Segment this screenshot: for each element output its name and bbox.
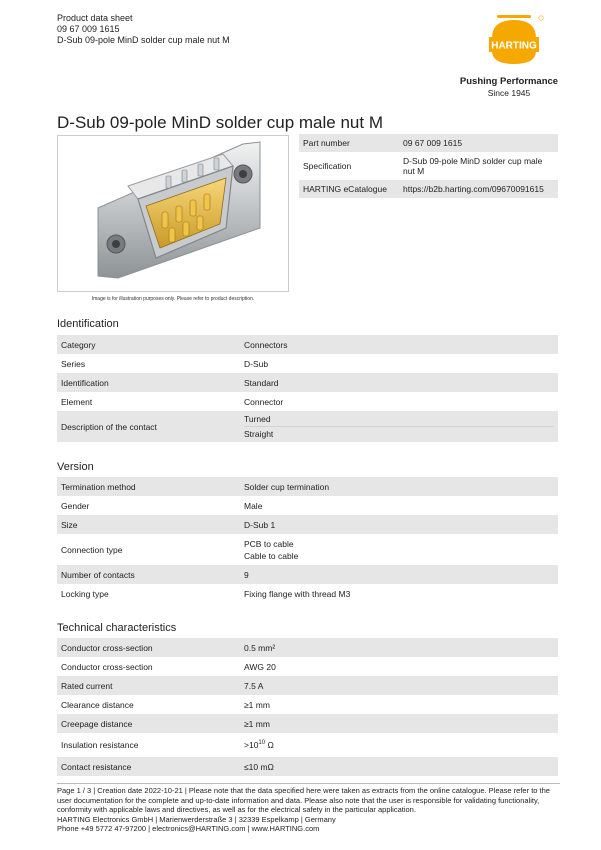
version-table xyxy=(57,477,558,603)
harting-logo xyxy=(483,14,545,66)
header-product-name: D-Sub 09-pole MinD solder cup male nut M xyxy=(57,35,230,45)
row-key: Element xyxy=(61,396,93,407)
row-key: Number of contacts xyxy=(57,565,240,584)
row-value: ≥1 mm xyxy=(244,699,270,710)
technical-table xyxy=(57,638,558,776)
row-key: Conductor cross-section xyxy=(57,638,240,657)
table-row xyxy=(57,676,558,695)
section-title-technical: Technical characteristics xyxy=(57,622,177,634)
footer-disclaimer: Page 1 / 3 | Creation date 2022-10-21 | Please note that the data specified here were taken as extracts from the online catalogue. Please refer to the user documentation for the complete and up-to-date information and data. Please also note that the user is responsible for validating functionality, conformity with applicable laws and directives, as well as for the electrical safety in the particular application. xyxy=(57,786,550,815)
summary-value: 09 67 009 1615 xyxy=(399,134,558,152)
row-value-line: Straight xyxy=(244,426,554,440)
row-key: Contact resistance xyxy=(57,757,240,776)
table-row xyxy=(57,411,558,442)
row-value: Standard xyxy=(240,373,558,392)
row-value: Fixing flange with thread M3 xyxy=(244,588,351,599)
d-sub-connector-picture xyxy=(58,136,288,291)
row-value: Solder cup termination xyxy=(240,477,558,496)
table-row xyxy=(57,757,558,776)
row-key: Conductor cross-section xyxy=(61,661,153,672)
row-value-line: Turned xyxy=(244,414,271,424)
document-header xyxy=(57,13,230,46)
table-row xyxy=(57,373,558,392)
row-value: ≥1 mm xyxy=(240,714,558,733)
image-caption: Image is for illustration purposes only. Please refer to product description. xyxy=(91,296,255,302)
table-row xyxy=(57,534,558,565)
header-part-number: 09 67 009 1615 xyxy=(57,24,120,34)
row-value-line: Cable to cable xyxy=(244,550,299,561)
table-row xyxy=(57,515,558,534)
row-key: Description of the contact xyxy=(57,411,240,442)
table-row xyxy=(57,354,558,373)
row-key: Identification xyxy=(57,373,240,392)
section-title-version: Version xyxy=(57,461,94,473)
row-key: Insulation resistance xyxy=(61,740,139,750)
row-value: Male xyxy=(244,500,263,511)
value-unit: Ω xyxy=(265,740,274,750)
row-value: Connectors xyxy=(240,335,558,354)
summary-table xyxy=(299,134,558,198)
ecatalogue-link[interactable]: https://b2b.harting.com/09670091615 xyxy=(399,180,558,198)
row-value: Connector xyxy=(244,396,284,407)
table-row xyxy=(57,496,558,515)
section-title-identification: Identification xyxy=(57,318,119,330)
row-key: Creepage distance xyxy=(57,714,240,733)
summary-key: HARTING eCatalogue xyxy=(299,180,399,198)
row-value: D-Sub xyxy=(244,358,269,369)
row-key: Connection type xyxy=(61,544,123,555)
summary-key: Part number xyxy=(299,134,399,152)
table-row xyxy=(57,657,558,676)
row-value-multi xyxy=(240,534,558,565)
row-key: Locking type xyxy=(61,588,109,599)
product-image xyxy=(57,135,289,292)
row-value: 9 xyxy=(240,565,558,584)
row-value-line: PCB to cable xyxy=(244,538,294,549)
table-row xyxy=(57,392,558,411)
value-base: >10 xyxy=(244,740,259,750)
footer-contact: Phone +49 5772 47-97200 | electronics@HARTING.com | www.HARTING.com xyxy=(57,824,320,834)
table-row xyxy=(57,477,558,496)
footer-address: HARTING Electronics GmbH | Marienwerderstraße 3 | 32339 Espelkamp | Germany xyxy=(57,814,336,824)
summary-row xyxy=(299,152,558,180)
identification-table xyxy=(57,335,558,442)
row-value: D-Sub 1 xyxy=(240,515,558,534)
value-exponent: 10 xyxy=(258,740,266,747)
row-key: Series xyxy=(61,358,86,369)
page-footer xyxy=(57,783,560,834)
summary-row xyxy=(299,180,558,198)
table-row xyxy=(57,565,558,584)
row-key: Termination method xyxy=(57,477,240,496)
row-key: Gender xyxy=(61,500,90,511)
summary-key: Specification xyxy=(303,161,352,171)
row-value: 7.5 A xyxy=(240,676,558,695)
row-value: ≤10 mΩ xyxy=(240,757,558,776)
brand-since: Since 1945 xyxy=(487,88,531,98)
row-key: Rated current xyxy=(57,676,240,695)
table-row xyxy=(57,695,558,714)
table-row xyxy=(57,584,558,603)
table-row xyxy=(57,335,558,354)
row-key: Clearance distance xyxy=(61,699,134,710)
row-key: Size xyxy=(57,515,240,534)
doc-type: Product data sheet xyxy=(57,13,133,23)
row-value xyxy=(240,733,558,757)
page-title: D-Sub 09-pole MinD solder cup male nut M xyxy=(57,113,383,132)
table-row xyxy=(57,638,558,657)
table-row xyxy=(57,733,558,757)
row-value-multi xyxy=(240,411,558,442)
row-key: Category xyxy=(57,335,240,354)
summary-row xyxy=(299,134,558,152)
brand-tagline: Pushing Performance xyxy=(459,76,559,87)
summary-value: D-Sub 09-pole MinD solder cup male nut M xyxy=(403,156,543,176)
logo-text: HARTING xyxy=(491,40,537,52)
row-value: AWG 20 xyxy=(244,661,276,672)
row-value: 0.5 mm² xyxy=(240,638,558,657)
table-row xyxy=(57,714,558,733)
